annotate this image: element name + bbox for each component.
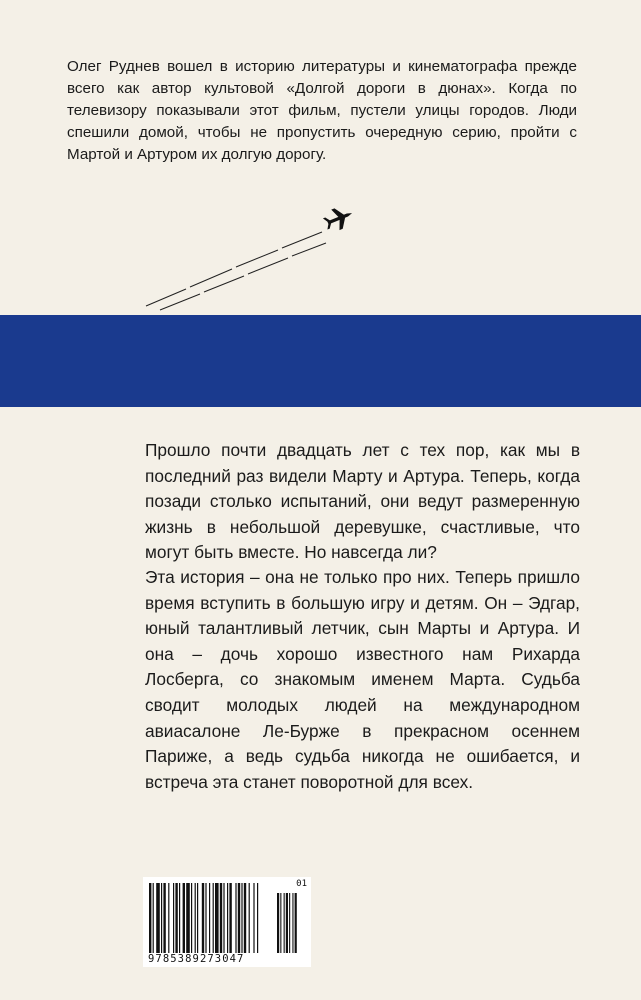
barcode-digits: 9785389273047 bbox=[148, 953, 245, 965]
cover-blurb-paragraph-1: Прошло почти двадцать лет с тех пор, как мы в последний раз видели Марту и Артура. Теперь, когда позади столько испытаний, они ведут размеренную жизнь в небольшой деревушке, счастливые, что могут быть вместе. Но навсегда ли? bbox=[145, 440, 580, 563]
cover-blurb-top: Олег Руднев вошел в историю литературы и кинематографа прежде всего как автор культовой «Долгой дороги в дюнах». Когда по телевизору показывали этот фильм, пустели улицы городов. Люди спешили домой, чтобы не пропустить очередную серию, пройти с Мартой и Артуром их долгую дорогу. bbox=[67, 58, 577, 163]
isbn-barcode bbox=[143, 877, 311, 967]
cover-blurb-paragraph-2: Эта история – она не только про них. Теперь пришло время вступить в большую игру и детям. Он – Эдгар, юный талантливый летчик, сын Марты и Артура. И она – дочь хорошо известного нам Рихарда Лосберга, со знакомым именем Марта. Судьба сводит молодых людей на международном авиасалоне Ле-Бурже в прекрасном осеннем Париже, а ведь судьба никогда не ошибается, и встреча эта станет поворотной для всех. bbox=[145, 567, 580, 792]
blue-band bbox=[0, 315, 641, 407]
plane-illustration bbox=[0, 0, 641, 320]
barcode-addon-digits: 01 bbox=[296, 879, 307, 889]
contrail-lines bbox=[146, 232, 326, 310]
airplane-icon bbox=[321, 203, 356, 234]
